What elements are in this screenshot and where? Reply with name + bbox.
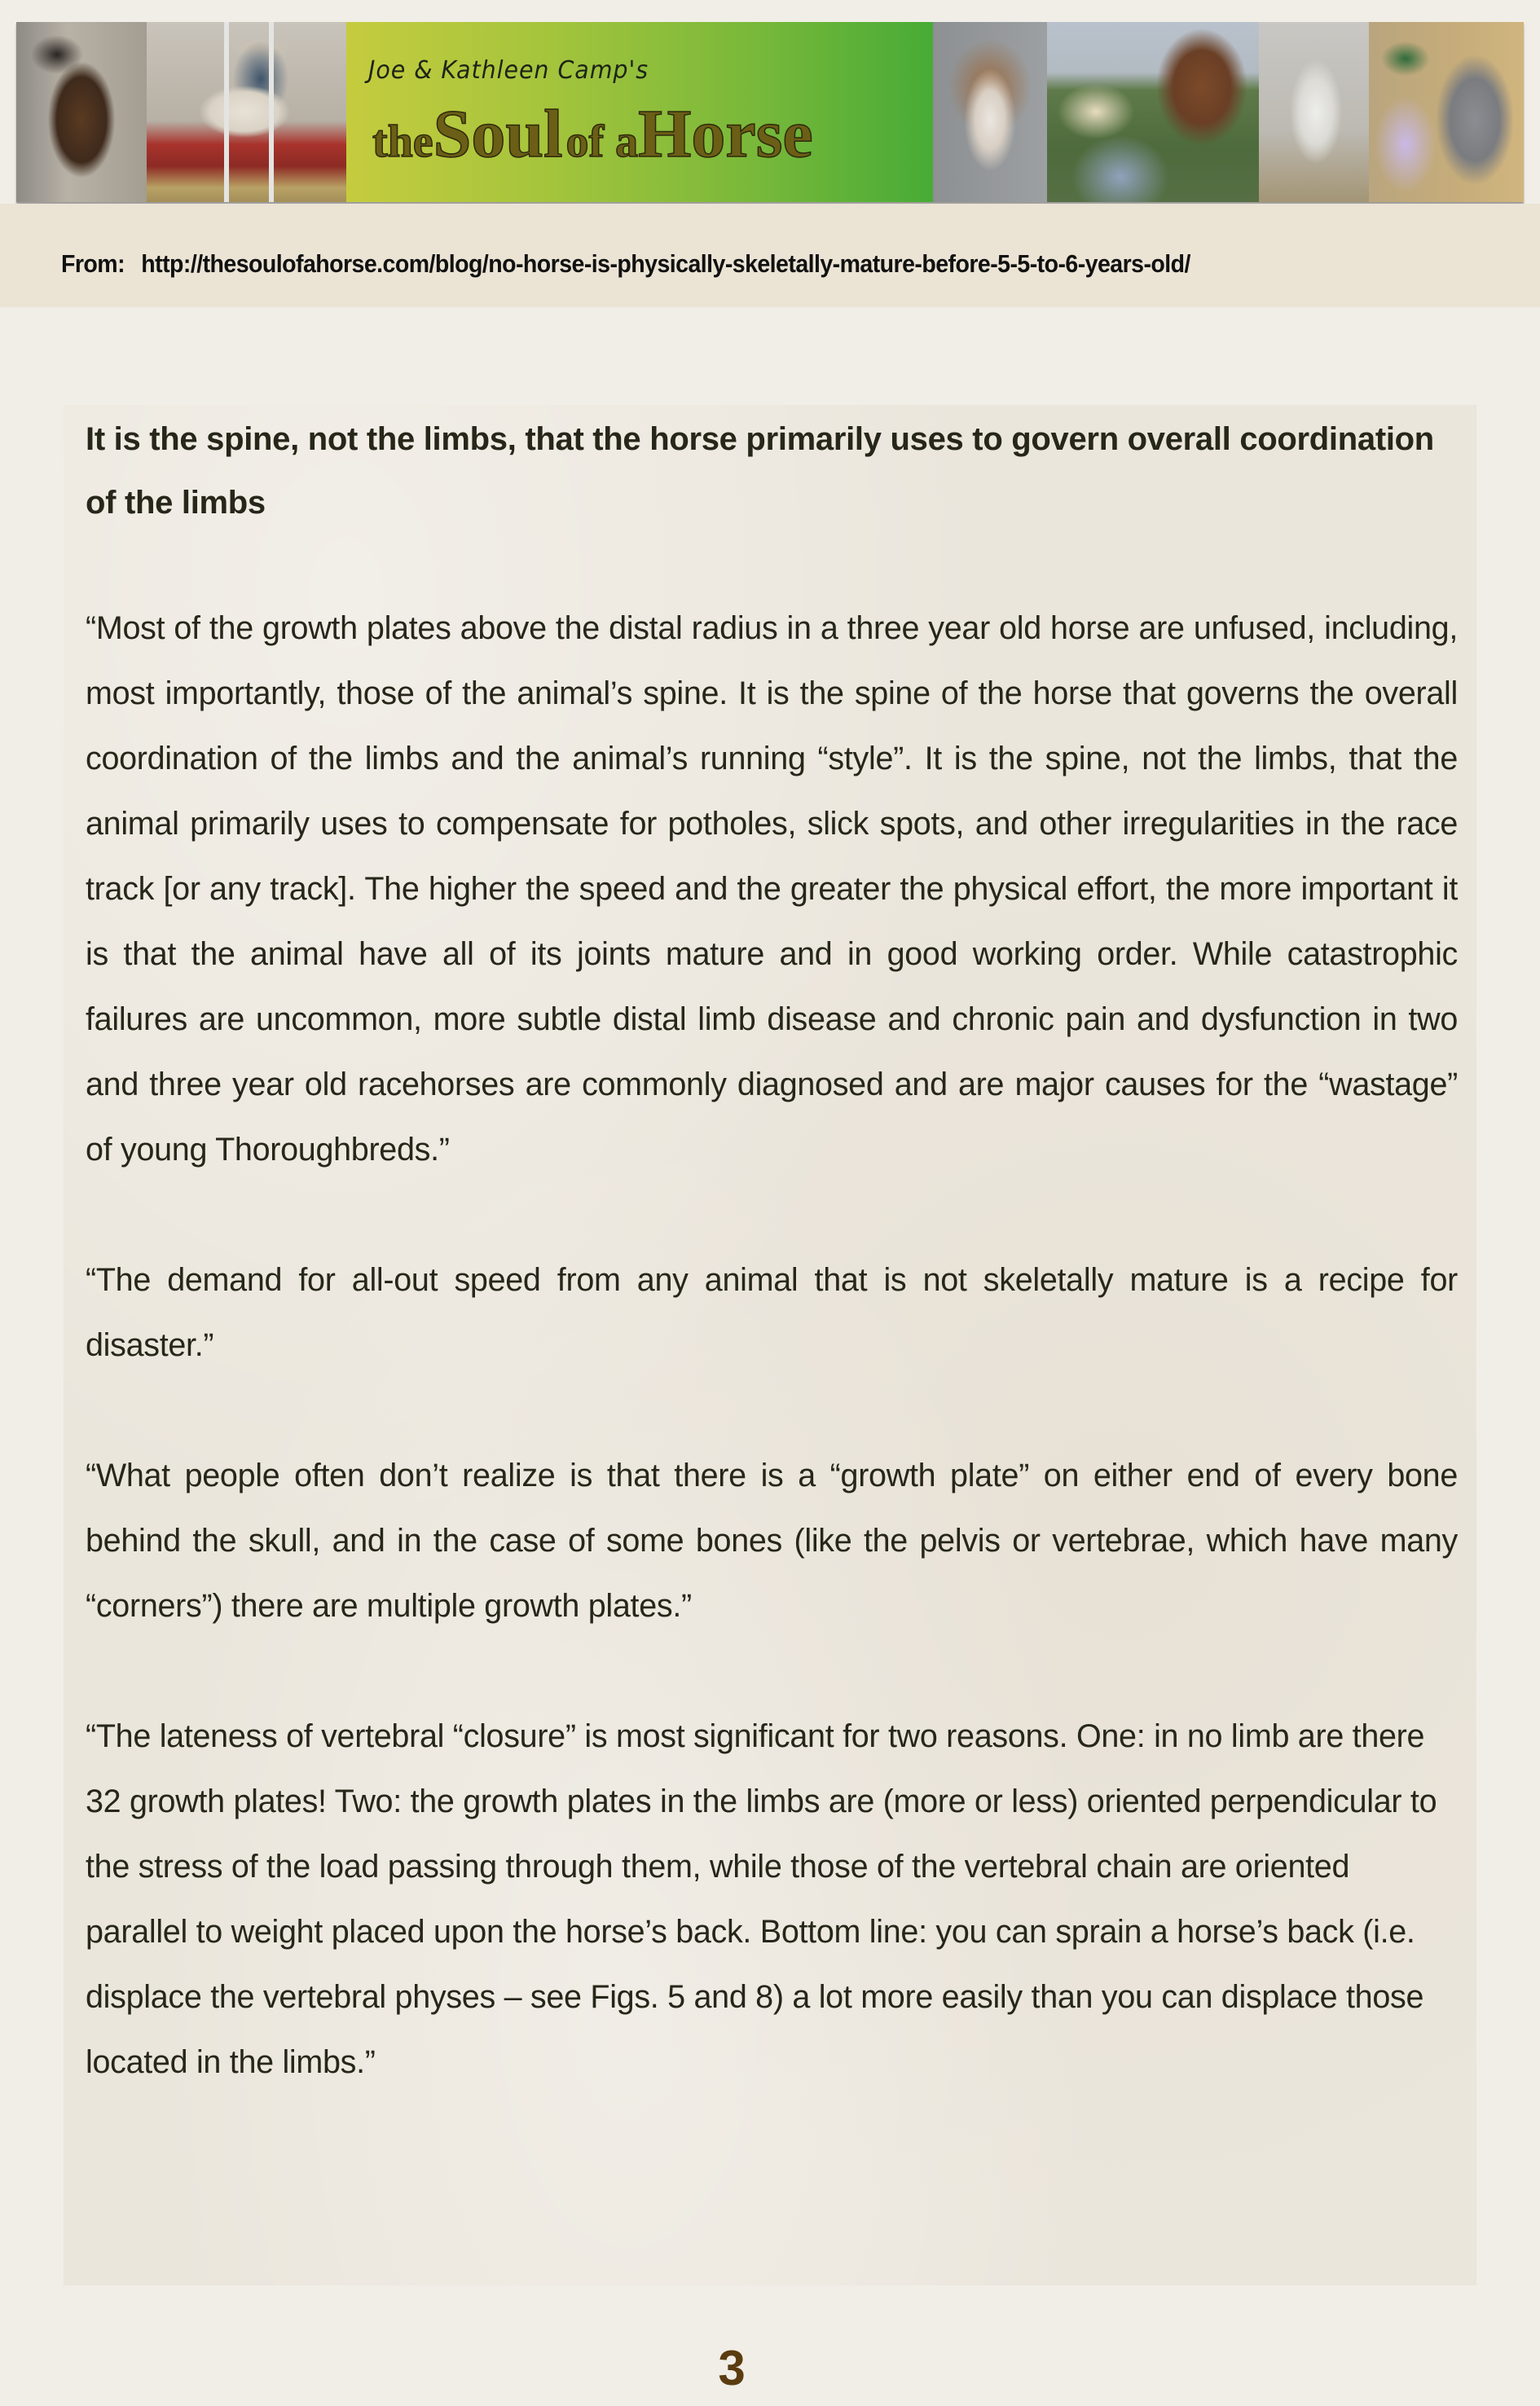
white-foal-photo bbox=[1259, 22, 1369, 202]
article-paragraph: “Most of the growth plates above the distal radius in a three year old horse are unfused, including, most importantly, those of the animal’s spine. It is the spine of the horse that governs the overall coordination of the limbs and the animal’s running “style”. It is the spine, not the limbs, that the animal primarily uses to compensate for potholes, slick spots, and other irregularities in the race track [or any track]. The higher the speed and the greater the physical effort, the more important it is that the animal have all of its joints mature and in good working order. While catastrophic failures are uncommon, more subtle distal limb disease and chronic pain and dysfunction in two and three year old racehorses are commonly diagnosed and are major causes for the “wastage” of young Thoroughbreds.” bbox=[86, 610, 1458, 1168]
bay-horse-photo bbox=[16, 22, 147, 202]
paint-horse-photo bbox=[933, 22, 1047, 202]
article-paragraph: “What people often don’t realize is that there is a “growth plate” on either end of every bone behind the skull, and in the case of some bones (like the pelvis or vertebrae, which have many “corners”) there are multiple growth plates.” bbox=[86, 1458, 1458, 1624]
logo-title bbox=[372, 96, 813, 172]
article-paragraph: “The demand for all-out speed from any animal that is not skeletally mature is a recipe for disaster.” bbox=[86, 1262, 1458, 1363]
site-banner bbox=[16, 22, 1524, 202]
article-paragraph: “The lateness of vertebral “closure” is most significant for two reasons. One: in no limb are there 32 growth plates! Two: the growth plates in the limbs are (more or less) oriented perpendicular to the stress of the load passing through them, while those of the vertebral chain are oriented parallel to weight placed upon the horse’s back. Bottom line: you can sprain a horse’s back (i.e. displace the vertebral physes – see Figs. 5 and 8) a lot more easily than you can displace those located in the limbs.” bbox=[86, 1718, 1437, 2080]
article-heading: It is the spine, not the limbs, that the horse primarily uses to govern overall coordination of the limbs bbox=[86, 421, 1434, 521]
logo-title-horse: Horse bbox=[638, 96, 813, 172]
logo-title-soul: Soul bbox=[433, 96, 563, 172]
woman-grey-horse-photo bbox=[1369, 22, 1524, 202]
fence-rail bbox=[224, 22, 229, 202]
source-url[interactable]: http://thesoulofahorse.com/blog/no-horse-is-physically-skeletally-mature-before-5-5-to-6-years-old/ bbox=[141, 249, 1190, 278]
source-label: From: bbox=[61, 249, 125, 278]
man-kissing-horse-photo bbox=[1047, 22, 1259, 202]
logo-subtitle: Joe & Kathleen Camp's bbox=[368, 56, 649, 85]
site-logo bbox=[346, 22, 933, 202]
page-number: 3 bbox=[718, 2341, 746, 2395]
fence-rail bbox=[269, 22, 274, 202]
man-holding-foal-photo bbox=[147, 22, 346, 202]
article-body bbox=[86, 407, 1458, 2095]
logo-title-the: the bbox=[372, 117, 433, 167]
logo-title-of-a: of a bbox=[565, 117, 639, 167]
source-citation bbox=[61, 249, 1190, 279]
